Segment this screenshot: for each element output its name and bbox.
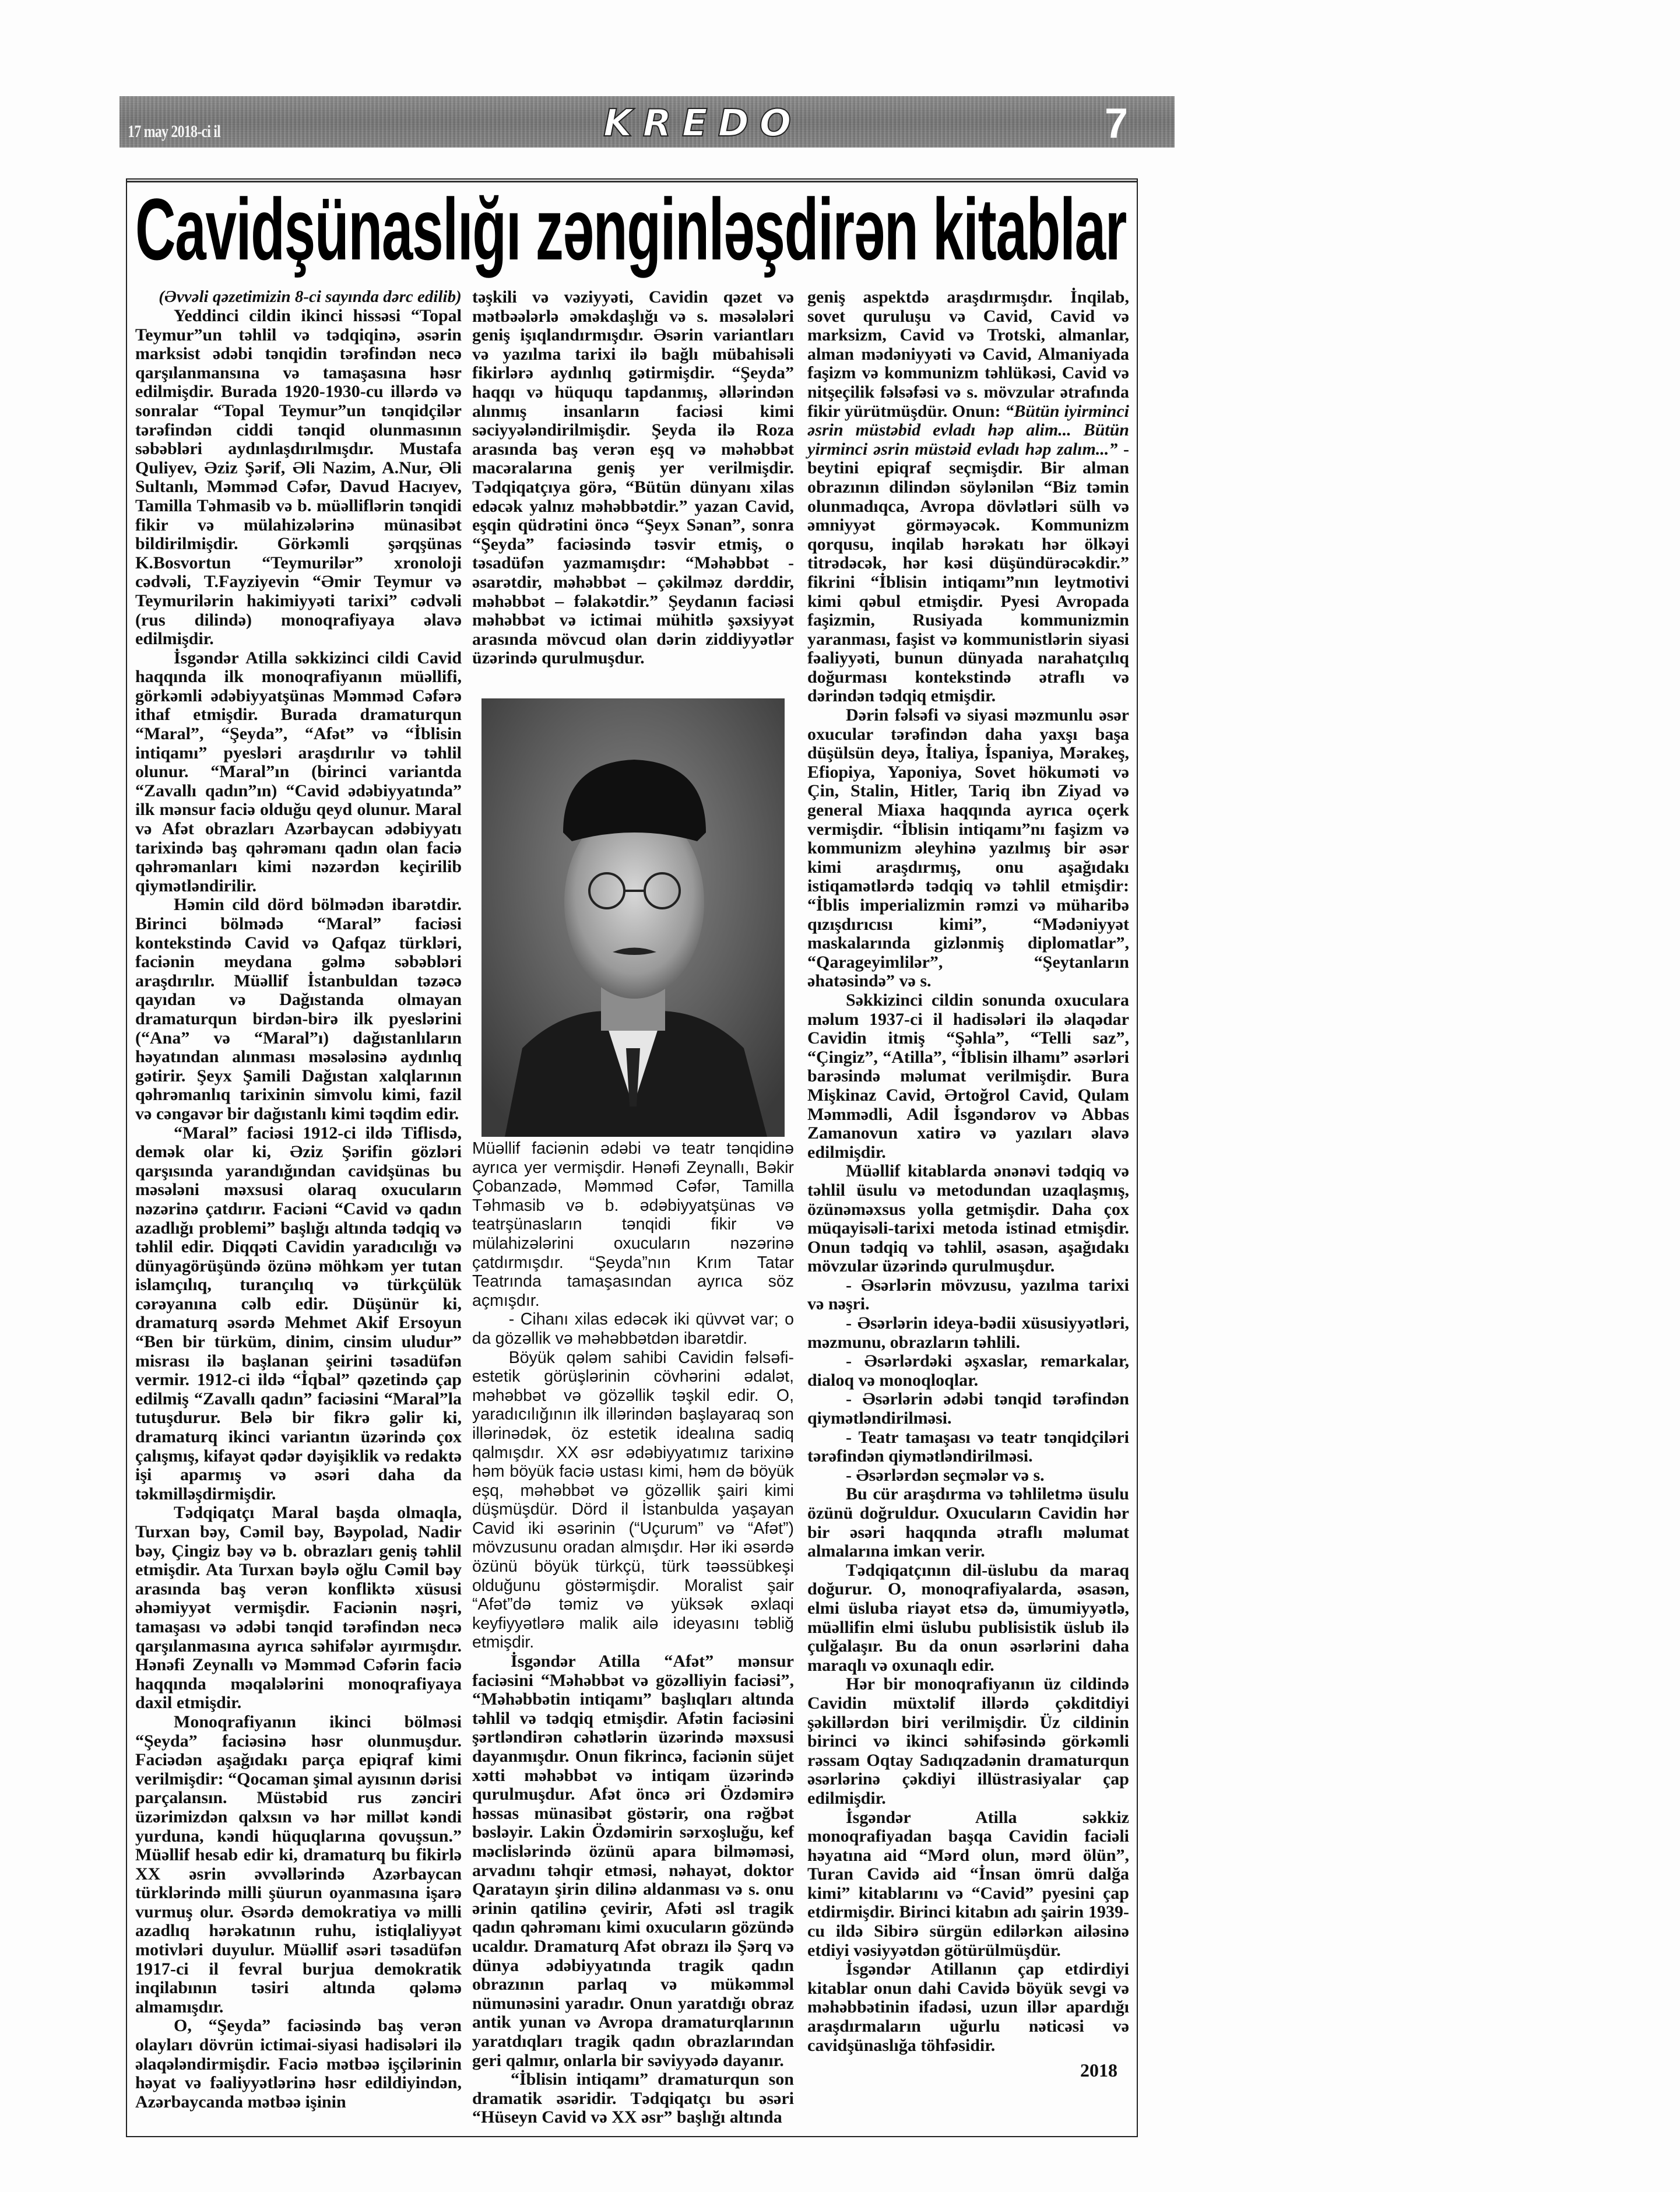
paragraph: Tədqiqatçının dil-üslubu da maraq doğurur. O, monoqrafiyalarda, əsasən, elmi üsluba riayət etsə də, ümumiyyətlə, müəllifin elmi üslubu publisistik üslub ilə çulğalaşır. Bu da onun əsərlərini daha maraqlı və oxunaqlı edir. [807, 1560, 1129, 1675]
paragraph [807, 288, 1129, 706]
article-title-box [135, 180, 1126, 278]
paragraph: O, “Şeyda” faciəsində baş verən olayları dövrün ictimai-siyasi hadisələri ilə əlaqələndirmişdir. Faciə mətbəə işçilərinin həyat və fəaliyyətlərinə həsr edildiyindən, Azərbaycanda mətbəə işinin [135, 2016, 462, 2112]
list-item: - Əsərlərin ideya-bədii xüsusiyyətləri, məzmunu, obrazların təhlili. [807, 1313, 1129, 1352]
newspaper-header-band [120, 96, 1175, 147]
list-item: - Əsərlərdəki əşxaslar, remarkalar, dialoq və monoqloqlar. [807, 1351, 1129, 1390]
text-run: - beytini epiqraf seçmişdir. Bir alman obrazının dilindən söylənilən “Biz təmin olunmadıqca, Avropa dövlətləri sülh və əmniyyət görməyəcək. Kommunizm qorqusu, inqilab hərəkatı hər ölkəyi titrədəcək, hər kəsi düşündürəcəkdir.” fikrini “İblisin intiqamı”nın leytmotivi kimi qəbul etmişdir. Pyesi Avropada faşizmin, Rusiyada kommunizmin yaranması, faşist və kommunistlərin siyasi fəaliyyəti, bunun dünyada narahatçılıq doğurması kontekstində ətraflı və dərindən tədqiq etmişdir. [807, 439, 1129, 706]
paragraph: Səkkizinci cildin sonunda oxuculara məlum 1937-ci il hadisələri ilə əlaqədar Cavidin itmiş “Şəhla”, “Telli saz”, “Çingiz”, “Atilla”, “İblisin ilhamı” əsərləri barəsində məlumat verilmişdir. Bura Mişkinaz Cavid, Ərtoğrol Cavid, Qulam Məmmədli, Adil İsgəndərov və Abbas Zamanovun xatirə və yazıları əlavə edilmişdir. [807, 990, 1129, 1162]
issue-date: 17 may 2018-ci il [128, 122, 221, 141]
article-column-left [135, 287, 462, 2123]
paragraph: “Maral” faciəsi 1912-ci ildə Tiflisdə, demək olar ki, Əziz Şərifin gözləri qarşısında yarandığından cavidşünas bu məsələni məxsusi olaraq oxucuların nəzərinə çatdırır. Faciəni “Cavid və qadın azadlığı problemi” başlığı altında tədqiq və təhlil edir. Diqqəti Cavidin yaradıcılığı və dünyagörüşündə özünə möhkəm yer tutan islamçılıq, turançılıq və türkçülük cərəyanına cəlb edir. Düşünür ki, dramaturq əsərdə Mehmet Akif Ersoyun “Ben bir türküm, dinim, cinsim uludur” misrası ilə başlanan şeirini təsadüfən vermir. 1912-ci ildə “İqbal” qəzetində çap edilmiş “Zavallı qadın” faciəsini “Maral”la tutuşdurur. Belə bir fikrə gəlir ki, dramaturq ikinci variantın üzərində çox çalışmış, kifayət qədər dəyişiklik və redaktə işi aparmış və əsəri daha da təkmilləşdirmişdir. [135, 1123, 462, 1504]
list-item: - Teatr tamaşası və teatr tənqidçiləri tərəfindən qiymətləndirilməsi. [807, 1427, 1129, 1466]
paragraph: Bu cür araşdırma və təhliletmə üsulu özünü doğruldur. Oxucuların Cavidin hər bir əsəri haqqında ətraflı məlumat almalarına imkan verir. [807, 1484, 1129, 1561]
paragraph: - Cihanı xilas edəcək iki qüvvət var; o da gözəllik və məhəbbətdən ibarətdir. [472, 1310, 794, 1348]
article-column-middle-bottom [472, 1139, 794, 2127]
article-column-middle-top [472, 288, 794, 696]
author-portrait-photo [481, 698, 785, 1137]
paragraph: Müəllif faciənin ədəbi və teatr tənqidinə ayrıca yer vermişdir. Hənəfi Zeynallı, Bəkir Çobanzadə, Məmməd Cəfər, Tamilla Təhmasib və b. ədəbiyyatşünas və teatrşünasların tənqidi fikir və mülahizələrini oxucuların nəzərinə çatdırmışdır. “Şeyda”nın Krım Tatar Teatrında tamaşasından ayrıca söz açmışdır. [472, 1139, 794, 1310]
list-item: - Əsərlərin ədəbi tənqid tərəfindən qiymətləndirilməsi. [807, 1389, 1129, 1428]
paragraph: Böyük qələm sahibi Cavidin fəlsəfi-estetik görüşlərinin cövhərini ədalət, məhəbbət və gözəllik təşkil edir. O, yaradıcılığının ilk illərindən başlayaraq son illərinədək, öz estetik idealına sadiq qalmışdır. XX əsr ədəbiyyatımız tarixinə həm böyük faciə ustası kimi, həm də böyük eşq, məhəbbət və gözəllik şairi kimi düşmüşdür. Dörd il İstanbulda yaşayan Cavid iki əsərinin (“Uçurum” və “Afət”) mövzusunu oradan almışdır. Hər iki əsərdə özünü böyük türkçü, türk təəssübkeşi olduğunu göstərmişdir. Moralist şair “Afət”də təmiz və yüksək əxlaqi keyfiyyətlərə malik ailə ideyasını təbliğ etmişdir. [472, 1348, 794, 1652]
paragraph: Tədqiqatçı Maral başda olmaqla, Turxan bəy, Cəmil bəy, Bəypolad, Nadir bəy, Çingiz bəy və b. obrazları geniş təhlil etmişdir. Ata Turxan bəylə oğlu Cəmil bəy arasında baş verən konfliktə xüsusi əhəmiyyət vermişdir. Faciənin nəşri, tamaşası və ədəbi tənqid tərəfindən necə qarşılanmasına ayrıca səhifələr ayırmışdır. Hənəfi Zeynallı və Məmməd Cəfərin faciə haqqında məqalələrini monoqrafiyaya daxil etmişdir. [135, 1503, 462, 1713]
paragraph: Dərin fəlsəfi və siyasi məzmunlu əsər oxucular tərəfindən daha yaxşı başa düşülsün deyə, İtaliya, İspaniya, Mərakeş, Efiopiya, Yaponiya, Sovet hökuməti və Çin, Stalin, Hitler, Tariq ibn Ziyad və general Miaxa haqqında ayrıca oçerk vermişdir. “İblisin intiqamı”nı faşizm və kommunizm əleyhinə yazılmış bir əsər kimi araşdırmış, onu aşağıdakı istiqamətlərdə tədqiq və təhlil etmişdir: “İblis imperializmin rəmzi və müharibə qızışdırıcısı kimi”, “Mədəniyyət maskalarında gizlənmiş diplomatlar”, “Qarageyimlilər”, “Şeytanların əhatəsində” və s. [807, 705, 1129, 991]
paragraph: “İblisin intiqamı” dramaturqun son dramatik əsəridir. Tədqiqatçı bu əsəri “Hüseyn Cavid və XX əsr” başlığı altında [472, 2070, 794, 2127]
article-year-signature: 2018 [1080, 2060, 1117, 2081]
paragraph: təşkili və vəziyyəti, Cavidin qəzet və mətbəələrlə əməkdaşlığı və s. məsələləri geniş işıqlandırmışdır. Əsərin variantları və yazılma tarixi ilə bağlı mübahisəli fikirlərə aydınlıq gətirmişdir. “Şeyda” haqqı və hüququ tapdanmış, əllərindən alınmış insanların faciəsi kimi səciyyələndirilmişdir. Şeyda ilə Roza arasında baş verən eşq və məhəbbət macəralarına geniş yer verilmişdir. Tədqiqatçıya görə, “Bütün dünyanı xilas edəcək yalnız məhəbbətdir.” yazan Cavid, eşqin qüdrətini öncə “Şeyx Sənan”, sonra “Şeyda” faciəsində təsvir etmiş, o təsadüfən yazmamışdır: “Məhəbbət - əsarətdir, məhəbbət – çəkilməz dərddir, məhəbbət – fəlakətdir.” Şeydanın faciəsi məhəbbət və ictimai mühitlə şəxsiyyət arasında mövcud olan dərin ziddiyyətlər üzərində qurulmuşdur. [472, 287, 794, 668]
paragraph: İsgəndər Atilla səkkiz monoqrafiyadan başqa Cavidin faciəli həyatına aid “Mərd olun, mərd ölün”, Turan Cavidə aid “İnsan ömrü dalğa kimi” kitablarını və “Cavid” pyesini çap etdirmişdir. Birinci kitabın adı şairin 1939-cu ildə Sibirə sürgün edilərkən ailəsinə etdiyi vəsiyyətdən götürülmüşdür. [807, 1807, 1129, 1960]
paragraph: İsgəndər Atilla “Afət” mənsur faciəsini “Məhəbbət və gözəlliyin faciəsi”, “Məhəbbətin intiqamı” başlıqları altında təhlil və tədqiq etmişdir. Afətin faciəsini şərtləndirən cəhətlərin üzərində məxsusi dayanmışdır. Onun fikrincə, faciənin süjet xətti məhəbbət və intiqam üzərində qurulmuşdur. Afət öncə əri Özdəmirə həssas münasibət göstərir, ona rəğbət bəsləyir. Lakin Özdəmirin sərxoşluğu, kef məclislərində özünü apara bilməməsi, arvadını təhqir etməsi, nəhayət, doktor Qaratayın şirin dilinə aldanması və s. onu ərinin qatilinə çevirir, Afəti əsl tragik qadın qəhrəmanı kimi oxucuların gözündə ucaldır. Dramaturq Afət obrazı ilə Şərq və dünya ədəbiyyatında tragik qadın obrazının parlaq və mükəmməl nümunəsini yaradır. Onun yaratdığı obraz antik yunan və Avropa dramaturqlarının yaratdıqları tragik qadın obrazlarından geri qalmır, onlarla bir səviyyədə dayanır. [472, 1652, 794, 2070]
paragraph: Həmin cild dörd bölmədən ibarətdir. Birinci bölmədə “Maral” faciəsi kontekstində Cavid və Qafqaz türkləri, faciənin meydana gəlmə səbəbləri araşdırılır. Müəllif İstanbuldan təzəcə qayıdan və Dağıstanda olmayan dramaturqun birdən-birə ilk pyeslərini (“Ana” və “Maral”ı) dağıstanlıların həyatından alınması məsələsinə aydınlıq gətirir. Şeyx Şamili Dağıstan xalqlarının qəhrəmanlıq tarixinin simvolu kimi, fazil və cəngavər bir dağıstanlı kimi təqdim edir. [135, 895, 462, 1123]
epigraph-quote: “Bütün iyirminci əsrin müstəbid evladı həp alim... Bütün yirminci əsrin müstəid evladı həp zalım...” [807, 401, 1129, 459]
paragraph: Monoqrafiyanın ikinci bölməsi “Şeyda” faciəsinə həsr olunmuşdur. Faciədən aşağıdakı parça epiqraf kimi verilmişdir: “Qocaman şimal ayısının dərisi parçalansın. Müstəbid rus zənciri üzərimizdən qalxsın və hər millət kəndi yurduna, kəndi hüquqlarına qovuşsun.” Müəllif hesab edir ki, dramaturq bu fikirlə XX əsrin əvvəllərində Azərbaycan türklərində milli şüurun oyanmasına işarə vurmuş olur. Əsərdə demokratiya və milli azadlıq hərəkatının ruhu, istiqlaliyyət motivləri duyulur. Müəllif əsəri təsadüfən 1917-ci il fevral burjua demokratik inqilabının təsiri altında qələmə almamışdır. [135, 1712, 462, 2017]
text-run: geniş aspektdə araşdırmışdır. İnqilab, sovet quruluşu və Cavid, Cavid və marksizm, Cavid və Trotski, almanlar, alman mədəniyyəti və Cavid, Almaniyada faşizm və kommunizm təhlükəsi, Cavid və nitşeçilik fəlsəfəsi və s. mövzular ətrafında fikir yürütmüşdür. Onun: [807, 287, 1129, 421]
portrait-image [481, 698, 785, 1137]
list-item: - Əsərlərin mövzusu, yazılma tarixi və nəşri. [807, 1275, 1129, 1314]
paragraph: Müəllif kitablarda ənənəvi tədqiq və təhlil üsulu və metodundan uzaqlaşmış, özünəməxsus yolla getmişdir. Daha çox müqayisəli-tarixi metoda istinad etmişdir. Onun tədqiq və təhlil, əsasən, aşağıdakı mövzular üzərində qurulmuşdur. [807, 1161, 1129, 1276]
page-number: 7 [1105, 100, 1129, 147]
article-column-right [807, 287, 1129, 2081]
paragraph: İsgəndər Atillanın çap etdirdiyi kitablar onun dahi Cavidə böyük sevgi və məhəbbətinin ifadəsi, uzun illər apardığı araşdırmaların uğurlu nəticəsi və cavidşünaslığa töhfəsidir. [807, 1959, 1129, 2055]
paragraph: Hər bir monoqrafiyanın üz cildində Cavidin müxtəlif illərdə çəkditdiyi şəkillərdən biri verilmişdir. Üz cildinin birinci və ikinci səhifəsində görkəmli rəssam Oqtay Sadıqzadənin dramaturqun əsərlərinə çəkdiyi illüstrasiyalar çap edilmişdir. [807, 1674, 1129, 1808]
article-subtitle: (Əvvəli qəzetimizin 8-ci sayında dərc edilib) [159, 287, 462, 306]
paragraph: Yeddinci cildin ikinci hissəsi “Topal Teymur”un təhlil və tədqiqinə, əsərin marksist ədəbi tənqidin tərəfindən necə qarşılanmansına və tamaşasına həsr edilmişdir. Burada 1920-1930-cu illərdə və sonralar “Topal Teymur”un tənqidçilər tərəfindən ciddi tənqid olunmasının səbəbləri aydınlaşdırılmışdır. Mustafa Quliyev, Əziz Şərif, Əli Nazim, A.Nur, Əli Sultanlı, Məmməd Cəfər, Davud Hacıyev, Tamilla Təhmasib və b. müəlliflərin tənqidi fikir və mülahizələrinə münasibət bildirilmişdir. Görkəmli şərqşünas K.Bosvortun “Teymurilər” xronoloji cədvəli, T.Fayziyevin “Əmir Teymur və Teymurilərin hakimiyyəti tarixi” cədvəli (rus dilində) monoqrafiyaya əlavə edilmişdir. [135, 306, 462, 649]
article-title: Cavidşünaslığı zənginləşdirən kitablar [135, 180, 1126, 278]
paragraph: İsgəndər Atilla səkkizinci cildi Cavid haqqında ilk monoqrafiyanın müəllifi, görkəmli ədəbiyyatşünas Məmməd Cəfərə ithaf etmişdir. Burada dramaturqun “Maral”, “Şeyda”, “Afət” və “İblisin intiqamı” pyesləri araşdırılır və təhlil olunur. “Maral”ın (birinci variantda “Zavallı qadın”ın) “Cavid ədəbiyyatında” ilk mənsur faciə olduğu qeyd olunur. Maral və Afət obrazları Azərbaycan ədəbiyyatı tarixində baş qəhrəmanı qadın olan faciə qəhrəmanları kimi nəzərdən keçirilib qiymətləndirilir. [135, 648, 462, 895]
newspaper-logo: KREDO [603, 102, 802, 145]
list-item: - Əsərlərdən seçmələr və s. [846, 1465, 1045, 1485]
